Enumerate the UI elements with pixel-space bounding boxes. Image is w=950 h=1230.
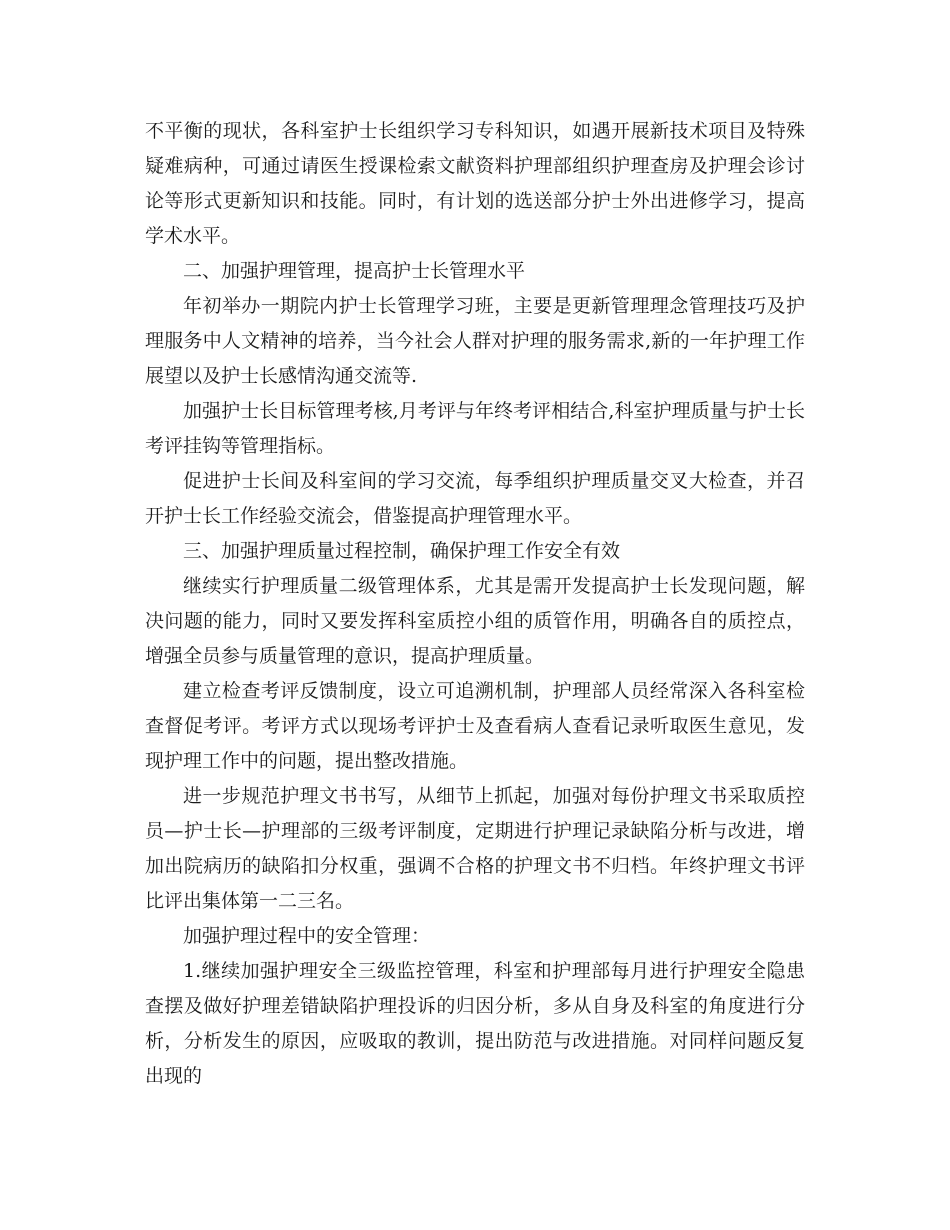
paragraph: 年初举办一期院内护士长管理学习班，主要是更新管理理念管理技巧及护理服务中人文精神的培养，当今社会人群对护理的服务需求,新的一年护理工作展望以及护士长感情沟通交流等. [145,295,805,387]
paragraph: 继续实行护理质量二级管理体系，尤其是需开发提高护士长发现问题，解决问题的能力，同时又要发挥科室质控小组的质管作用，明确各自的质控点，增强全员参与质量管理的意识，提高护理质量。 [145,575,805,667]
paragraph: 进一步规范护理文书书写，从细节上抓起，加强对每份护理文书采取质控员—护士长—护理部的三级考评制度，定期进行护理记录缺陷分析与改进，增加出院病历的缺陷扣分权重，强调不合格的护理文书不归档。年终护理文书评比评出集体第一二三名。 [145,785,805,912]
paragraph: 加强护理过程中的安全管理： [183,925,431,947]
list-item-1: 1.继续加强护理安全三级监控管理，科室和护理部每月进行护理安全隐患查摆及做好护理差错缺陷护理投诉的归因分析，多从自身及科室的角度进行分析，分析发生的原因，应吸取的教训，提出防范与改进措施。对同样问题反复出现的 [145,960,805,1087]
section-heading-3: 三、加强护理质量过程控制，确保护理工作安全有效 [183,540,621,562]
paragraph: 促进护士长间及科室间的学习交流，每季组织护理质量交叉大检查，并召开护士长工作经验交流会，借鉴提高护理管理水平。 [145,470,805,527]
section-heading-2: 二、加强护理管理，提高护士长管理水平 [183,260,526,282]
paragraph: 加强护士长目标管理考核,月考评与年终考评相结合,科室护理质量与护士长考评挂钩等管理指标。 [145,400,805,457]
document-body [145,114,805,1094]
paragraph: 建立检查考评反馈制度，设立可追溯机制，护理部人员经常深入各科室检查督促考评。考评方式以现场考评护士及查看病人查看记录听取医生意见，发现护理工作中的问题，提出整改措施。 [145,680,805,772]
paragraph-continued: 不平衡的现状，各科室护士长组织学习专科知识，如遇开展新技术项目及特殊疑难病种，可通过请医生授课检索文献资料护理部组织护理查房及护理会诊讨论等形式更新知识和技能。同时，有计划的选送部分护士外出进修学习，提高学术水平。 [145,120,805,247]
